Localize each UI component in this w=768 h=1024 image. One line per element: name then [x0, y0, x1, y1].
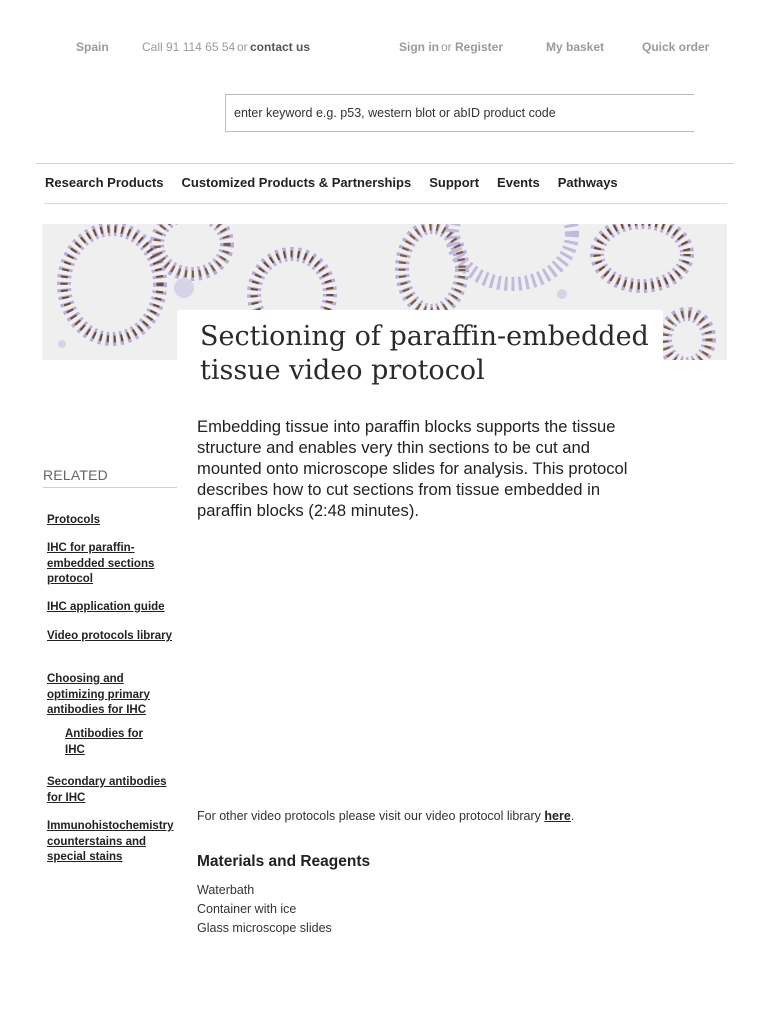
register-link[interactable]: Register [455, 40, 504, 54]
period: . [570, 809, 575, 823]
search-input[interactable] [226, 95, 694, 131]
divider [44, 203, 727, 204]
material-item: Container with ice [197, 902, 297, 916]
main-nav [45, 175, 636, 190]
search-box [225, 94, 694, 132]
related-link-video-library[interactable]: Video protocols library [47, 630, 173, 642]
quick-order-link[interactable]: Quick order [642, 40, 710, 54]
region-selector[interactable]: Spain [76, 40, 109, 54]
related-link-counterstains[interactable]: Immunohistochemistry counterstains and special stains [47, 820, 174, 863]
material-item: Waterbath [197, 883, 255, 897]
intro-paragraph: Embedding tissue into paraffin blocks supports the tissue structure and enables very thin sections to be cut and mounted onto microscope slides for analysis. This protocol describes how to cut sections from tissue embedded in paraffin blocks (2:48 minutes). [197, 417, 628, 520]
related-heading: RELATED [43, 467, 177, 488]
related-link-ihc-paraffin[interactable]: IHC for paraffin-embedded sections protocol [47, 542, 155, 585]
related-link-secondary-antibodies[interactable]: Secondary antibodies for IHC [47, 776, 167, 804]
sign-in-link[interactable]: Sign in [399, 40, 439, 54]
materials-heading: Materials and Reagents [197, 853, 371, 870]
utility-bar [0, 40, 768, 56]
nav-research-products[interactable]: Research Products [45, 175, 164, 190]
nav-events[interactable]: Events [497, 175, 540, 190]
divider [36, 163, 734, 164]
or-text: or [441, 40, 452, 54]
video-library-text: For other video protocols please visit our video protocol library [197, 809, 541, 823]
related-link-choosing-antibodies[interactable]: Choosing and optimizing primary antibodies for IHC [47, 673, 150, 716]
video-library-here-link[interactable]: here [544, 809, 571, 823]
nav-pathways[interactable]: Pathways [557, 175, 618, 190]
material-item: Glass microscope slides [197, 921, 332, 935]
my-basket-link[interactable]: My basket [546, 40, 605, 54]
nav-customized-products[interactable]: Customized Products & Partnerships [181, 175, 412, 190]
or-text: or [237, 40, 248, 54]
phone-number: Call 91 114 65 54 [142, 40, 236, 54]
contact-us-link[interactable]: contact us [250, 40, 311, 54]
page-title: Sectioning of paraffin-embedded tissue video protocol [200, 321, 649, 386]
related-link-protocols[interactable]: Protocols [47, 514, 101, 526]
nav-support[interactable]: Support [429, 175, 480, 190]
related-link-antibodies-ihc[interactable]: Antibodies for IHC [65, 728, 143, 756]
video-library-note [197, 809, 574, 823]
related-link-ihc-guide[interactable]: IHC application guide [47, 601, 165, 613]
